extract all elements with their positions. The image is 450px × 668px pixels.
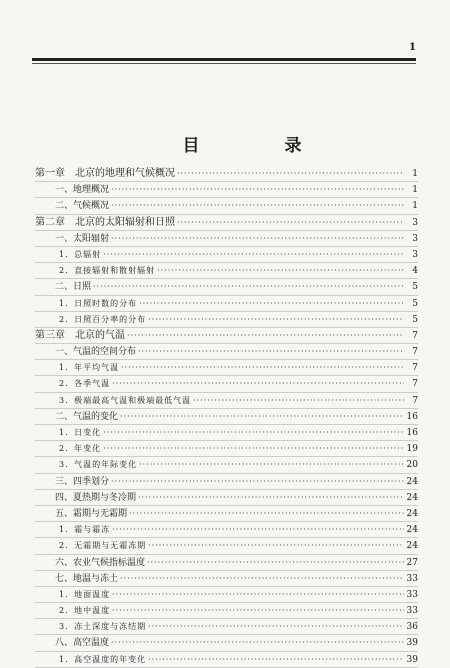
toc-entry-section[interactable] bbox=[35, 198, 418, 214]
toc-entry-subsection[interactable] bbox=[35, 376, 418, 392]
dot-leader bbox=[193, 393, 404, 408]
toc-entry-subsection[interactable] bbox=[35, 312, 418, 328]
toc-entry-title: 1．日照时数的分布 bbox=[59, 298, 138, 308]
toc-entry-title: 3．极端最高气温和极端最低气温 bbox=[59, 395, 192, 405]
toc-entry-section[interactable] bbox=[35, 506, 418, 522]
toc-entry-chapter[interactable] bbox=[35, 166, 418, 182]
toc-entry-page: 39 bbox=[406, 654, 418, 665]
toc-entry-title: 第二章 北京的太阳辐射和日照 bbox=[35, 216, 175, 228]
toc-entry-section[interactable] bbox=[35, 409, 418, 425]
toc-entry-page: 3 bbox=[412, 249, 418, 260]
toc-entry-section[interactable] bbox=[35, 635, 418, 651]
toc-entry-title: 第三章 北京的气温 bbox=[35, 329, 125, 341]
dot-leader bbox=[103, 247, 404, 262]
toc-entry-title: 3．气温的年际变化 bbox=[59, 460, 138, 470]
toc-entry-title: 2．年变化 bbox=[59, 444, 102, 454]
toc-entry-title: 1．高空温度的年变化 bbox=[59, 654, 147, 664]
toc-entry-page: 36 bbox=[406, 622, 418, 633]
toc-entry-title: 五、霜期与无霜期 bbox=[55, 508, 128, 519]
toc-entry-page: 7 bbox=[412, 363, 418, 374]
toc-entry-title: 1．地面温度 bbox=[59, 589, 111, 599]
dot-leader bbox=[148, 619, 404, 634]
toc-entry-subsection[interactable] bbox=[35, 538, 418, 554]
toc-entry-section[interactable] bbox=[35, 555, 418, 571]
dot-leader bbox=[121, 360, 404, 375]
toc-entry-page: 33 bbox=[406, 589, 418, 600]
toc-entry-page: 33 bbox=[406, 573, 418, 584]
toc-entry-title: 一、地理概况 bbox=[55, 185, 110, 196]
toc-entry-section[interactable] bbox=[35, 279, 418, 295]
toc-entry-subsection[interactable] bbox=[35, 619, 418, 635]
dot-leader bbox=[111, 198, 404, 213]
toc-entry-section[interactable] bbox=[35, 231, 418, 247]
toc-entry-page: 1 bbox=[412, 185, 418, 196]
toc-entry-title: 2．日照百分率的分布 bbox=[59, 314, 147, 324]
toc-entry-section[interactable] bbox=[35, 474, 418, 490]
dot-leader bbox=[111, 182, 404, 197]
toc-entry-page: 16 bbox=[406, 428, 418, 438]
dot-leader bbox=[129, 506, 404, 521]
toc-entry-title: 1．霜与霜冻 bbox=[59, 525, 111, 535]
toc-entry-page: 1 bbox=[412, 169, 418, 179]
toc-entry-page: 24 bbox=[406, 508, 418, 519]
toc-entry-page: 24 bbox=[406, 492, 418, 503]
dot-leader bbox=[148, 538, 404, 553]
toc-entry-section[interactable] bbox=[35, 571, 418, 587]
page-title: 目 录 bbox=[182, 136, 336, 156]
toc-entry-title: 第一章 北京的地理和气候概况 bbox=[35, 168, 175, 179]
dot-leader bbox=[148, 652, 404, 667]
toc-entry-title: 三、四季划分 bbox=[55, 476, 110, 487]
toc-entry-title: 四、夏热期与冬冷期 bbox=[55, 492, 137, 503]
toc-entry-subsection[interactable] bbox=[35, 603, 418, 619]
toc-entry-title: 二、气候概况 bbox=[55, 201, 110, 212]
toc-entry-page: 7 bbox=[412, 330, 418, 341]
toc-entry-page: 19 bbox=[406, 444, 418, 455]
dot-leader bbox=[111, 231, 404, 246]
toc-entry-chapter[interactable] bbox=[35, 328, 418, 344]
toc-entry-page: 4 bbox=[412, 266, 418, 277]
dot-leader bbox=[139, 457, 404, 472]
toc-entry-title: 2．各季气温 bbox=[59, 379, 111, 389]
toc-entry-title: 二、气温的变化 bbox=[55, 411, 119, 422]
toc-entry-subsection[interactable] bbox=[35, 263, 418, 279]
toc-entry-title: 八、高空温度 bbox=[55, 638, 110, 649]
toc-entry-page: 16 bbox=[406, 411, 418, 422]
toc-entry-page: 5 bbox=[412, 298, 418, 309]
toc-entry-page: 5 bbox=[412, 314, 418, 325]
toc-entry-title: 1．总辐射 bbox=[59, 249, 102, 259]
top-rule bbox=[32, 58, 416, 61]
toc-entry-title: 六、农业气候指标温度 bbox=[55, 557, 146, 568]
toc-entry-title: 一、太阳辐射 bbox=[55, 233, 110, 244]
toc-entry-page: 3 bbox=[412, 217, 418, 228]
toc-entry-page: 33 bbox=[406, 606, 418, 617]
toc-entry-subsection[interactable] bbox=[35, 393, 418, 409]
dot-leader bbox=[111, 474, 404, 489]
toc-entry-page: 39 bbox=[406, 638, 418, 649]
toc-entry-title: 2．无霜期与无霜冻期 bbox=[59, 541, 147, 551]
toc-entry-subsection[interactable] bbox=[35, 457, 418, 473]
toc-entry-subsection[interactable] bbox=[35, 360, 418, 376]
toc-entry-subsection[interactable] bbox=[35, 441, 418, 457]
dot-leader bbox=[177, 215, 404, 230]
toc-entry-page: 20 bbox=[406, 460, 418, 471]
dot-leader bbox=[103, 425, 404, 440]
toc-entry-page: 7 bbox=[412, 395, 418, 406]
dot-leader bbox=[112, 522, 404, 537]
toc-entry-subsection[interactable] bbox=[35, 425, 418, 441]
toc-entry-title: 1．年平均气温 bbox=[59, 363, 120, 373]
toc-entry-page: 27 bbox=[406, 557, 418, 568]
toc-entry-page: 3 bbox=[412, 233, 418, 244]
dot-leader bbox=[177, 166, 404, 181]
dot-leader bbox=[148, 312, 404, 327]
toc-entry-subsection[interactable] bbox=[35, 247, 418, 263]
toc-entry-section[interactable] bbox=[35, 344, 418, 360]
dot-leader bbox=[120, 571, 404, 586]
toc-entry-title: 二、日照 bbox=[55, 282, 92, 293]
toc-entry-title: 1．日变化 bbox=[59, 428, 102, 437]
toc-entry-section[interactable] bbox=[35, 490, 418, 506]
dot-leader bbox=[138, 490, 404, 505]
dot-leader bbox=[138, 344, 404, 359]
toc-entry-title: 一、气温的空间分布 bbox=[55, 347, 137, 358]
dot-leader bbox=[147, 555, 404, 570]
dot-leader bbox=[112, 587, 404, 602]
dot-leader bbox=[139, 296, 404, 311]
dot-leader bbox=[103, 441, 404, 456]
dot-leader bbox=[120, 409, 404, 424]
toc-entry-subsection[interactable] bbox=[35, 296, 418, 312]
toc-entry-page: 7 bbox=[412, 347, 418, 358]
dot-leader bbox=[127, 328, 404, 343]
table-of-contents bbox=[35, 166, 418, 668]
toc-entry-page: 1 bbox=[412, 201, 418, 212]
toc-entry-title: 2．地中温度 bbox=[59, 606, 111, 616]
toc-entry-page: 24 bbox=[406, 541, 418, 552]
dot-leader bbox=[111, 635, 404, 650]
toc-entry-section[interactable] bbox=[35, 182, 418, 198]
toc-entry-page: 5 bbox=[412, 282, 418, 293]
toc-entry-title: 2．直接辐射和散射辐射 bbox=[59, 266, 156, 276]
toc-entry-page: 7 bbox=[412, 379, 418, 390]
toc-entry-subsection[interactable] bbox=[35, 587, 418, 603]
dot-leader bbox=[112, 603, 404, 618]
toc-entry-title: 七、地温与冻土 bbox=[55, 573, 119, 584]
toc-entry-page: 24 bbox=[406, 525, 418, 536]
dot-leader bbox=[157, 263, 404, 278]
toc-entry-title: 3．冻土深度与冻结期 bbox=[59, 622, 147, 632]
dot-leader bbox=[93, 279, 404, 294]
toc-entry-subsection[interactable] bbox=[35, 652, 418, 668]
toc-entry-subsection[interactable] bbox=[35, 522, 418, 538]
toc-entry-page: 24 bbox=[406, 476, 418, 487]
toc-entry-chapter[interactable] bbox=[35, 215, 418, 231]
page-number: 1 bbox=[409, 42, 416, 53]
dot-leader bbox=[112, 376, 404, 391]
top-rule-thin bbox=[32, 63, 416, 64]
